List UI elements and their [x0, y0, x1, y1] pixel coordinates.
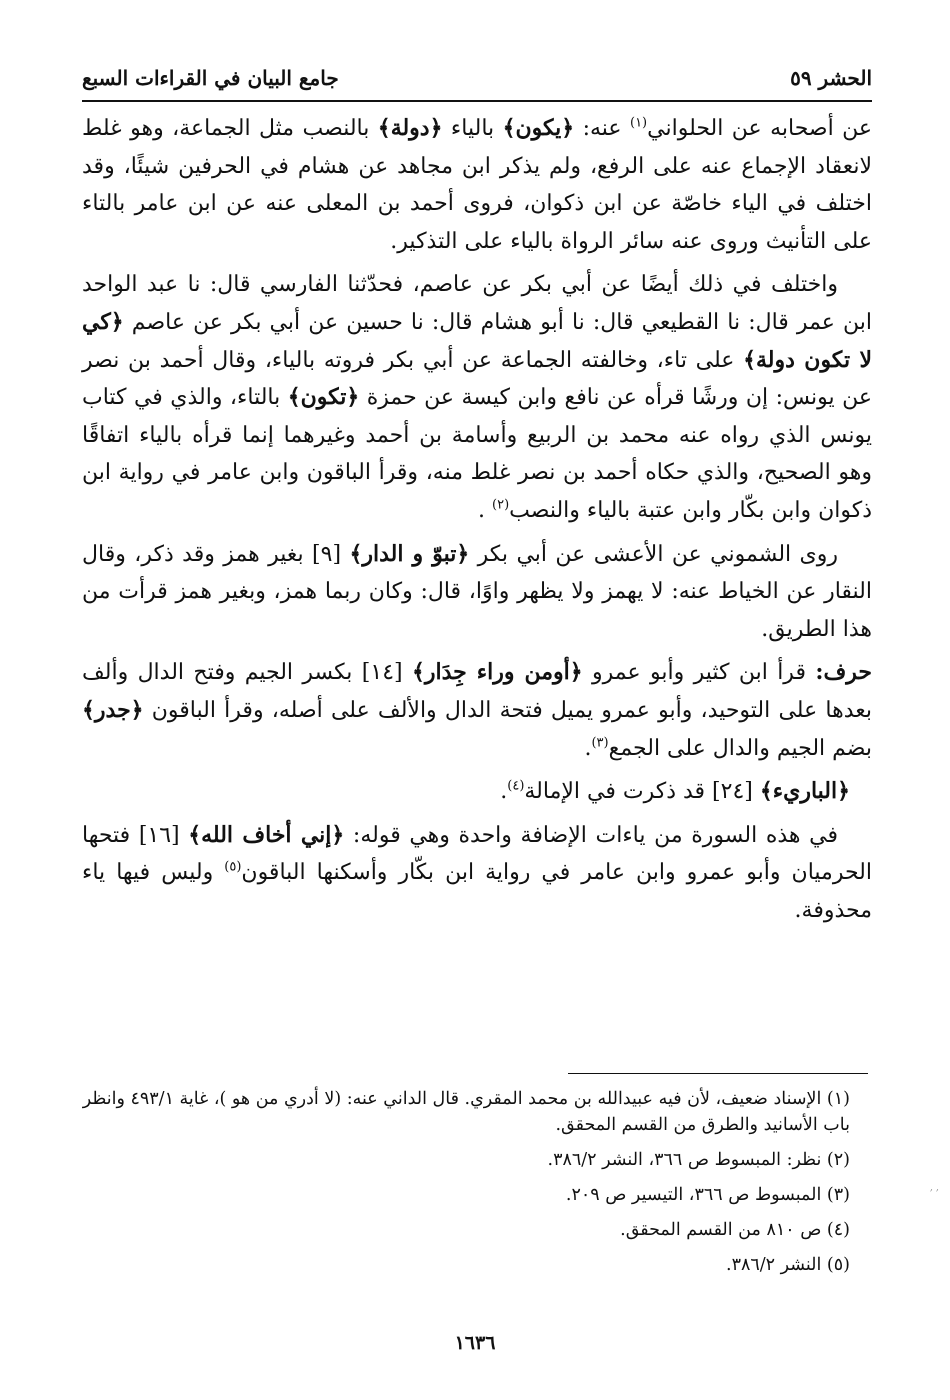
paragraph-1 [82, 110, 872, 260]
text-run: وليس فيها ياء محذوفة. [82, 860, 872, 923]
quran-word: ﴿أومن وراء جِدَار﴾ [411, 659, 583, 686]
paragraph-6 [82, 817, 872, 930]
footnote-ref-1: (١) [629, 115, 648, 131]
text-run: بضم الجيم والدال على الجمع [608, 735, 872, 761]
quran-word: ﴿الباريء﴾ [759, 778, 850, 805]
paragraph-3 [82, 536, 872, 649]
paragraph-2 [82, 266, 872, 529]
footnote-2: (٢) نظر: المبسوط ص ٣٦٦، النشر ٣٨٦/٢. [547, 1150, 850, 1170]
section-label: حرف: [815, 659, 873, 686]
page-number: ١٦٣٦ [454, 1332, 496, 1354]
footnote-ref-4: (٤) [507, 778, 525, 794]
header-rule [82, 100, 872, 102]
text-run: . [584, 735, 592, 761]
text-run: بالنصب مثل الجماعة، وهو غلط لانعقاد الإجماع عنه على الرفع، ولم يذكر ابن مجاهد عن هشام في الحرفين شيئًا، وقد اختلف في الياء خاصّة عن ابن ذكوان، فروى أحمد بن المعلى عنه عن ابن عامر بالتاء على التأنيث وروى عنه سائر الرواة بالياء على التذكير. [82, 116, 872, 254]
footnote-4: (٤) ص ٨١٠ من القسم المحقق. [620, 1220, 850, 1240]
paragraph-5 [82, 773, 872, 811]
quran-word: ﴿تكون﴾ [287, 384, 360, 411]
main-text [82, 110, 872, 935]
quran-word: ﴿إني أخاف الله﴾ [188, 821, 345, 848]
text-run: واختلف في ذلك أيضًا عن أبي بكر عن عاصم، فحدّثنا الفارسي قال: نا عبد الواحد ابن عمر قال: نا القطيعي قال: نا أبو هشام قال: نا حسين عن أبي بكر عن عاصم [82, 272, 872, 335]
footnote-ref-3: (٣) [591, 735, 609, 751]
header-surah-and-page: الحشر ٥٩ [790, 66, 872, 90]
text-run: . [478, 497, 492, 523]
quran-word: ﴿جدر﴾ [82, 696, 144, 723]
text-run: بالياء [442, 116, 503, 141]
text-run: . [500, 779, 508, 805]
paragraph-4 [82, 654, 872, 767]
text-run: على تاء، وخالفته الجماعة عن أبي بكر فروته بالياء، وقال أحمد بن نصر عن يونس: إن ورشًا قرأه عن نافع وابن كيسة عن حمزة [82, 347, 872, 411]
text-run: بالتاء، والذي في كتاب يونس الذي رواه عنه محمد بن الربيع وأسامة بن أحمد وغيرهما إنما قرأه بالياء اتفاقًا وهو الصحيح، والذي حكاه أحمد بن نصر غلط منه، وقرأ الباقون وابن عامر في رواية ابن ذكوان وابن بكّار وابن عتبة بالياء والنصب [82, 385, 872, 523]
text-run: [١٦] فتحها الحرميان وأبو عمرو وابن عامر في رواية ابن بكّار وأسكنها الباقون [82, 822, 872, 886]
header-book-title: جامع البيان في القراءات السبع [82, 66, 339, 90]
running-header [82, 52, 872, 98]
text-run: [٢٤] قد ذكرت في الإمالة [524, 779, 760, 805]
text-run: عنه: [574, 116, 630, 141]
footnote-1: (١) الإسناد ضعيف، لأن فيه عبيدالله بن محمد المقري. قال الداني عنه: (لا أدري من هو )، غاية ٤٩٣/١ وانظر باب الأسانيد والطرق من القسم المحقق. [82, 1089, 850, 1135]
footnote-5: (٥) النشر ٣٨٦/٢. [725, 1255, 850, 1275]
footnote-ref-5: (٥) [224, 859, 242, 875]
text-run: [٩] بغير همز وقد ذكر، وقال النقار عن الخياط عنه: لا يهمز ولا يظهر واوًا، قال: وكان ربما همز، وبغير همز قرأت من هذا الطريق. [82, 541, 872, 642]
quran-word: ﴿تبوّ و الدار﴾ [349, 540, 470, 567]
footnotes [82, 1086, 872, 1287]
text-run: [١٤] بكسر الجيم وفتح الدال وألف بعدها على التوحيد، وأبو عمرو يميل فتحة الدال والألف على أصله، وقرأ الباقون [82, 660, 872, 723]
margin-mark: ׳ ׳ [930, 1185, 939, 1198]
text-run: قرأ ابن كثير وأبو عمرو [582, 660, 816, 686]
quran-word: ﴿دولة﴾ [377, 115, 443, 141]
text-run: روى الشموني عن الأعشى عن أبي بكر [469, 541, 839, 567]
footnote-separator [568, 1073, 868, 1074]
footnote-ref-2: (٢) [492, 497, 510, 513]
quran-word: ﴿يكون﴾ [502, 115, 575, 141]
text-run: في هذه السورة من ياءات الإضافة واحدة وهي قوله: [344, 822, 838, 848]
footnote-3: (٣) المبسوط ص ٣٦٦، التيسير ص ٢٠٩. [565, 1185, 850, 1205]
quran-word: ﴿كي لا تكون دولة﴾ [82, 308, 872, 373]
text-run: عن أصحابه عن الحلواني [647, 116, 873, 141]
